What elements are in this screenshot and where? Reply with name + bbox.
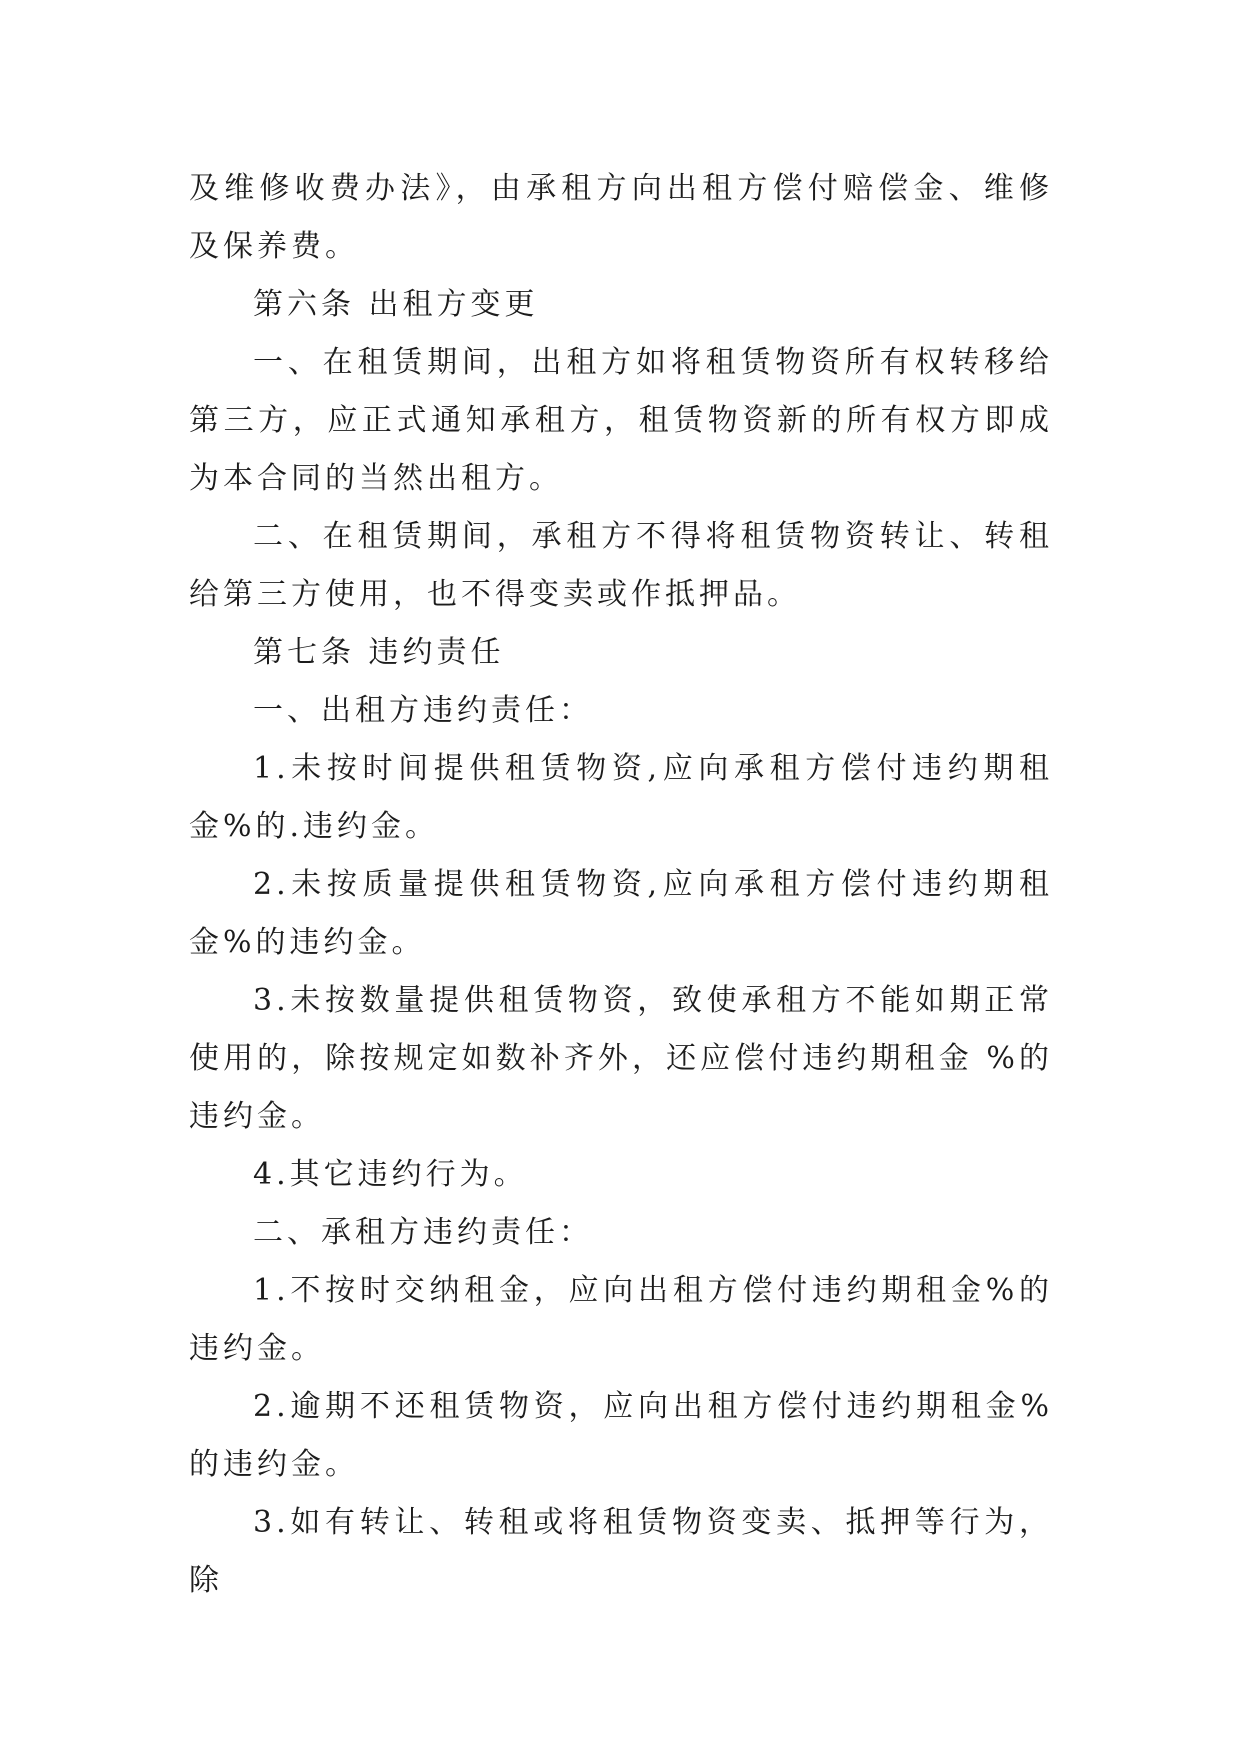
paragraph-continuation: 及维修收费办法》，由承租方向出租方偿付赔偿金、维修及保养费。 <box>189 171 1053 264</box>
article-six-heading: 第六条 出租方变更 <box>253 287 539 322</box>
list-item: 2.逾期不还租赁物资，应向出租方偿付违约期租金%的违约金。 <box>189 1389 1053 1482</box>
paragraph: 一、在租赁期间，出租方如将租赁物资所有权转移给第三方，应正式通知承租方，租赁物资新的所有权方即成为本合同的当然出租方。 <box>189 345 1053 496</box>
list-item: 1.未按时间提供租赁物资,应向承租方偿付违约期租金%的.违约金。 <box>189 751 1053 844</box>
list-item: 4.其它违约行为。 <box>253 1157 528 1192</box>
list-item: 3.如有转让、转租或将租赁物资变卖、抵押等行为，除 <box>189 1505 1053 1598</box>
document-body <box>189 160 1053 1610</box>
list-item: 3.未按数量提供租赁物资，致使承租方不能如期正常使用的，除按规定如数补齐外，还应偿付违约期租金 %的违约金。 <box>189 983 1053 1134</box>
list-item: 2.未按质量提供租赁物资,应向承租方偿付违约期租金%的违约金。 <box>189 867 1053 960</box>
list-item: 1.不按时交纳租金，应向出租方偿付违约期租金%的违约金。 <box>189 1273 1053 1366</box>
paragraph: 二、在租赁期间，承租方不得将租赁物资转让、转租给第三方使用，也不得变卖或作抵押品。 <box>189 519 1053 612</box>
article-seven-heading: 第七条 违约责任 <box>253 635 505 670</box>
section-heading: 二、承租方违约责任： <box>253 1215 593 1250</box>
section-heading: 一、出租方违约责任： <box>253 693 593 728</box>
